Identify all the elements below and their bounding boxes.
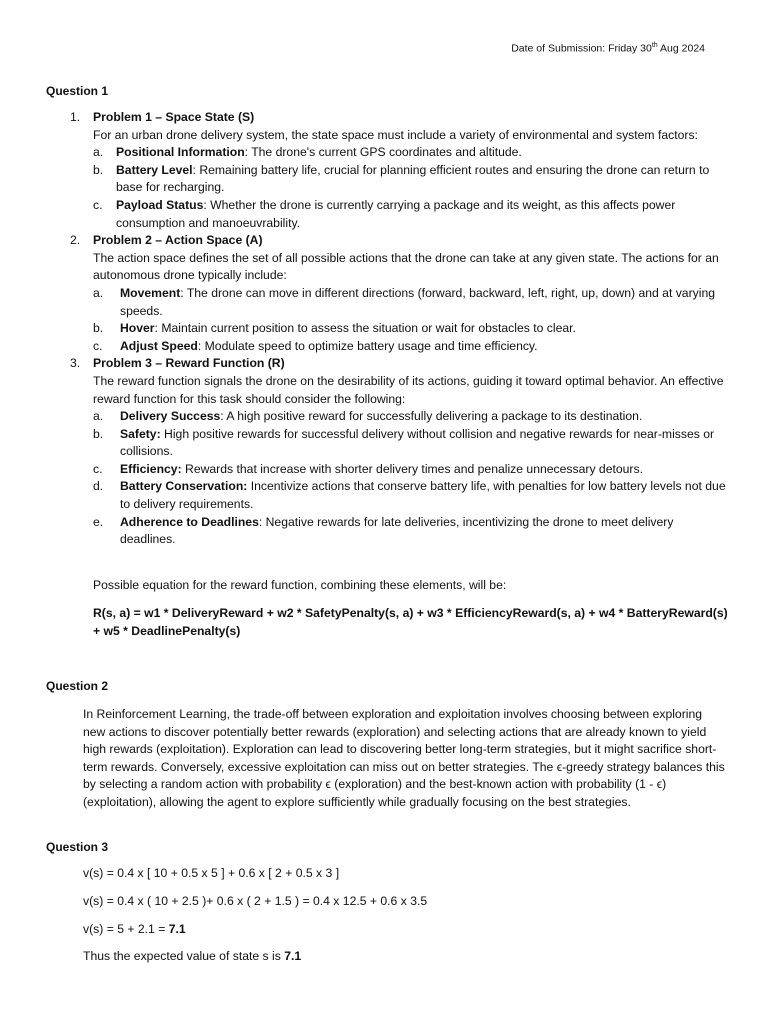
list-item xyxy=(93,144,726,162)
problem-1 xyxy=(66,109,726,232)
list-item xyxy=(93,408,726,426)
list-item xyxy=(93,514,726,549)
item-letter: a. xyxy=(93,145,104,160)
item-letter: d. xyxy=(93,479,104,494)
question-1-list xyxy=(66,109,726,549)
list-item xyxy=(93,197,726,232)
item-text: Rewards that increase with shorter delivery times and penalize unnecessary detours. xyxy=(181,461,643,476)
list-item xyxy=(93,162,726,197)
item-term: Battery Conservation: xyxy=(120,479,248,494)
calc-line-2: v(s) = 0.4 x ( 10 + 2.5 )+ 0.6 x ( 2 + 1.5 ) = 0.4 x 12.5 + 0.6 x 3.5 xyxy=(83,894,428,908)
item-term: Battery Level xyxy=(116,162,193,177)
submission-date xyxy=(511,42,705,55)
list-item xyxy=(93,320,726,338)
conclusion-line xyxy=(83,949,301,963)
item-letter: a. xyxy=(93,409,104,424)
problem-intro: For an urban drone delivery system, the state space must include a variety of environmental and system factors: xyxy=(93,127,698,142)
problem-intro: The action space defines the set of all possible actions that the drone can take at any given state. The actions for an autonomous drone typically include: xyxy=(93,250,719,283)
problem-number: 2. xyxy=(70,233,81,248)
item-term: Hover xyxy=(120,321,155,336)
calc-line-3-text: v(s) = 5 + 2.1 = xyxy=(83,922,169,936)
item-text: : Negative rewards for late deliveries, incentivizing the drone to meet delivery deadlines. xyxy=(120,514,674,547)
problem-2 xyxy=(66,232,726,355)
conclusion-text: Thus the expected value of state s is xyxy=(83,949,285,963)
item-text: : Whether the drone is currently carrying a package and its weight, as this affects power consumption and manoeuvrability. xyxy=(116,197,676,230)
question-2-heading: Question 2 xyxy=(46,679,109,693)
list-item xyxy=(93,461,726,479)
item-term: Adherence to Deadlines xyxy=(120,514,259,529)
item-term: Positional Information xyxy=(116,145,245,160)
item-text: : Remaining battery life, crucial for planning efficient routes and ensuring the drone can return to base for recharging. xyxy=(116,162,710,195)
item-letter: b. xyxy=(93,162,104,177)
question-2-paragraph: In Reinforcement Learning, the trade-off between exploration and exploitation involves choosing between exploring new actions to discover potentially better rewards (exploration) and selecting actions that are already known to yield high rewards (exploitation). Exploration can lead to discovering better long-term strategies, but it might sacrifice short-term rewards. Conversely, excessive exploitation can miss out on better strategies. The ϵ-greedy strategy balances this by selecting a random action with probability ϵ (exploration) and the best-known action with probability (1 - ϵ) (exploitation), allowing the agent to explore sufficiently while gradually focusing on the best strategies. xyxy=(83,707,725,809)
item-term: Delivery Success xyxy=(120,409,221,424)
problem-number: 1. xyxy=(70,110,81,124)
item-text: : Maintain current position to assess the situation or wait for obstacles to clear. xyxy=(154,321,576,336)
item-term: Efficiency: xyxy=(120,461,182,476)
list-item xyxy=(93,338,726,356)
item-term: Payload Status xyxy=(116,197,204,212)
problem-3 xyxy=(66,355,726,549)
item-letter: a. xyxy=(93,285,104,300)
problem-number: 3. xyxy=(70,356,81,371)
reward-equation: R(s, a) = w1 * DeliveryReward + w2 * SafetyPenalty(s, a) + w3 * EfficiencyReward(s, a) + w4 * BatteryReward(s) + w5 * DeadlinePenalty(s) xyxy=(93,606,728,638)
item-term: Movement xyxy=(120,285,181,300)
item-text: Incentivize actions that conserve battery life, with penalties for low battery levels not due to delivery requirements. xyxy=(120,479,726,512)
question-1-heading: Question 1 xyxy=(46,84,109,98)
date-text: Date of Submission: Friday 30 xyxy=(511,42,652,55)
item-letter: e. xyxy=(93,514,104,529)
calc-line-1: v(s) = 0.4 x [ 10 + 0.5 x 5 ] + 0.6 x [ 2 + 0.5 x 3 ] xyxy=(83,866,340,880)
equation-intro: Possible equation for the reward function, combining these elements, will be: xyxy=(93,578,507,592)
list-item xyxy=(93,426,726,461)
problem-title: Problem 3 – Reward Function (R) xyxy=(93,356,285,371)
date-month-year: Aug 2024 xyxy=(657,42,705,55)
item-text: : Modulate speed to optimize battery usage and time efficiency. xyxy=(197,338,538,353)
item-letter: c. xyxy=(93,461,103,476)
calc-line-3 xyxy=(83,922,186,936)
item-term: Safety: xyxy=(120,426,161,441)
calc-result: 7.1 xyxy=(168,922,186,936)
item-letter: c. xyxy=(93,197,103,212)
item-letter: c. xyxy=(93,338,103,353)
question-3-heading: Question 3 xyxy=(46,840,109,854)
problem-title: Problem 2 – Action Space (A) xyxy=(93,233,263,248)
item-text: : The drone can move in different directions (forward, backward, left, right, up, down) and at varying speeds. xyxy=(120,285,716,318)
problem-intro: The reward function signals the drone on the desirability of its actions, guiding it toward optimal behavior. An effective reward function for this task should consider the following: xyxy=(93,373,724,406)
item-text: : The drone's current GPS coordinates and altitude. xyxy=(244,145,522,160)
list-item xyxy=(93,285,726,320)
problem-title: Problem 1 – Space State (S) xyxy=(93,110,255,124)
list-item xyxy=(93,478,726,513)
item-text: : A high positive reward for successfully delivering a package to its destination. xyxy=(220,409,643,424)
item-letter: b. xyxy=(93,426,104,441)
item-text: High positive rewards for successful delivery without collision and negative rewards for near-misses or collisions. xyxy=(120,426,715,459)
expected-value: 7.1 xyxy=(284,949,302,963)
item-term: Adjust Speed xyxy=(120,338,198,353)
date-ordinal: th xyxy=(651,42,658,49)
item-letter: b. xyxy=(93,321,104,336)
